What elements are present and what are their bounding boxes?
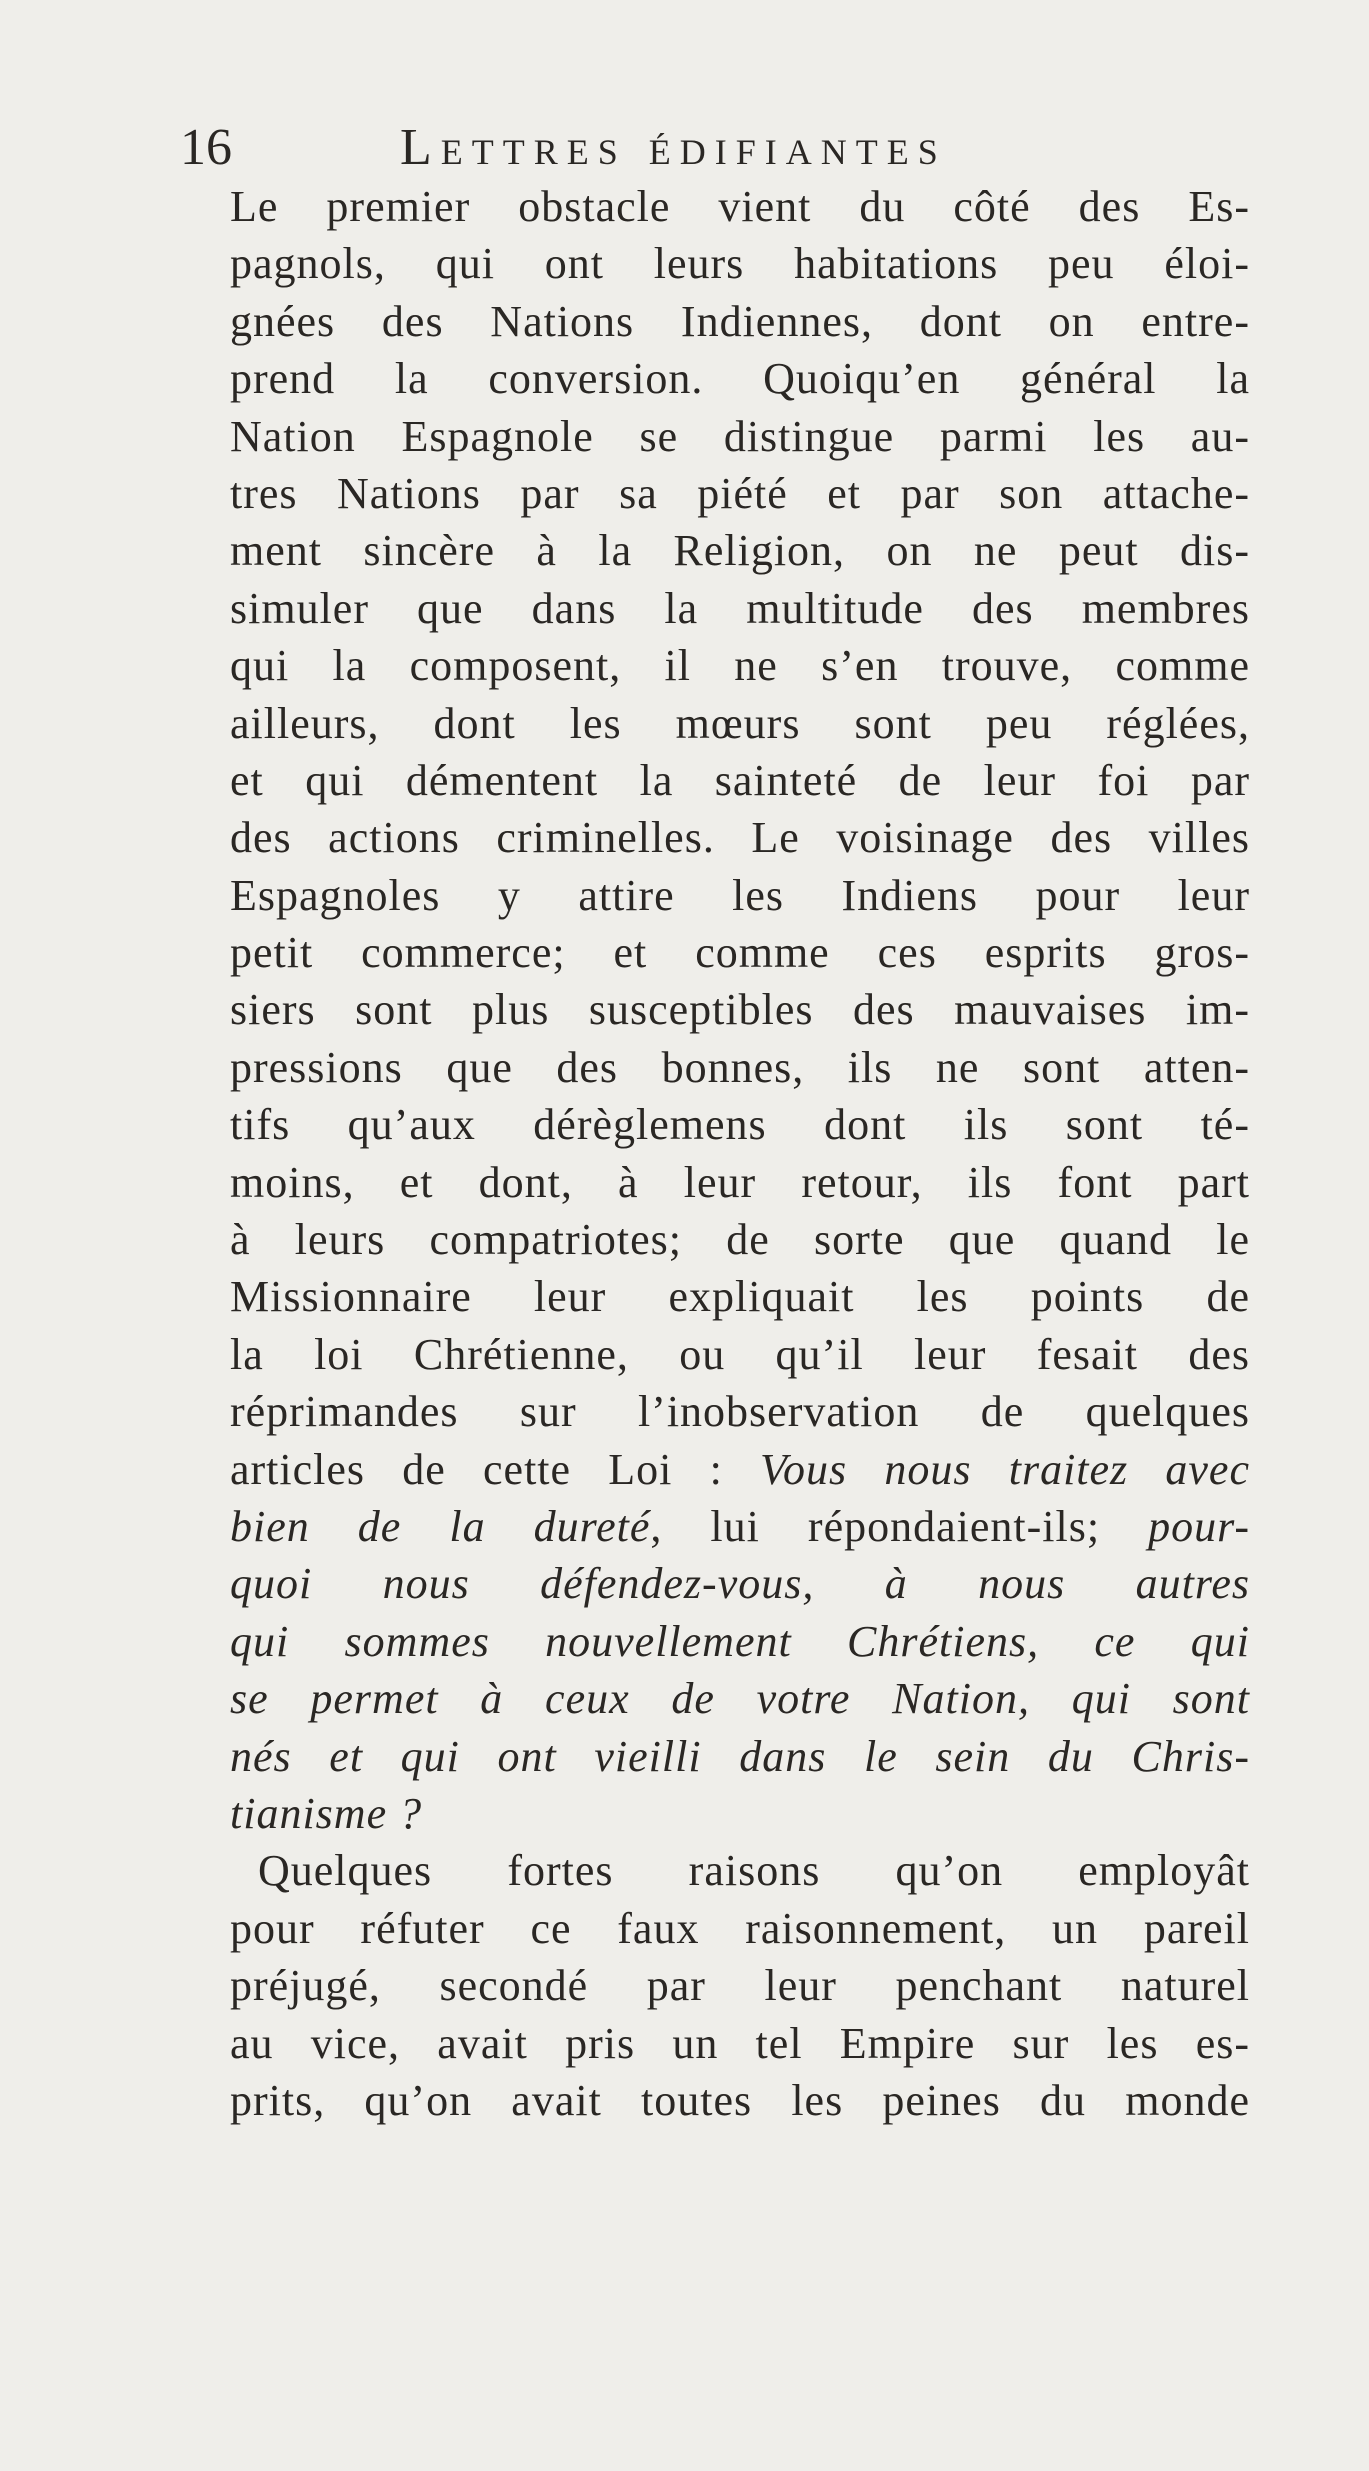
text-segment: petit commerce; et comme ces esprits gros-: [230, 928, 1250, 978]
text-line: [230, 2072, 1250, 2129]
italic-text: tianisme ?: [230, 1788, 423, 1838]
text-line: [230, 1039, 1250, 1096]
text-line: [230, 637, 1250, 694]
text-line: [230, 1154, 1250, 1211]
italic-text: nés et qui ont vieilli dans le sein du Chris-: [230, 1731, 1250, 1781]
text-line: [230, 1957, 1250, 2014]
text-segment: des actions criminelles. Le voisinage des villes: [230, 813, 1250, 863]
text-line: [230, 1268, 1250, 1325]
text-line: [230, 1613, 1250, 1670]
text-line: [230, 695, 1250, 752]
text-line: [230, 178, 1250, 235]
text-segment: moins, et dont, à leur retour, ils font part: [230, 1157, 1250, 1207]
text-segment: préjugé, secondé par leur penchant naturel: [230, 1961, 1250, 2011]
text-line: [230, 1383, 1250, 1440]
text-line: [230, 867, 1250, 924]
text-line: [230, 1326, 1250, 1383]
text-segment: pour réfuter ce faux raisonnement, un pareil: [230, 1903, 1250, 1953]
text-line: [230, 1728, 1250, 1785]
text-segment: ment sincère à la Religion, on ne peut dis-: [230, 526, 1250, 576]
text-line: [230, 1785, 1250, 1842]
text-segment: Nation Espagnole se distingue parmi les au-: [230, 411, 1250, 461]
text-line: [230, 809, 1250, 866]
text-segment: Quelques fortes raisons qu’on employât: [258, 1846, 1250, 1896]
text-segment: réprimandes sur l’inobservation de quelques: [230, 1387, 1250, 1437]
text-segment: simuler que dans la multitude des membres: [230, 583, 1250, 633]
text-segment: articles de cette Loi :: [230, 1444, 761, 1494]
text-line: [230, 752, 1250, 809]
text-segment: et qui démentent la sainteté de leur foi par: [230, 755, 1250, 805]
text-line: [230, 1900, 1250, 1957]
text-line: [230, 1842, 1250, 1899]
text-line: [230, 408, 1250, 465]
text-line: [230, 1498, 1250, 1555]
italic-text: se permet à ceux de votre Nation, qui sont: [230, 1674, 1250, 1724]
text-segment: qui la composent, il ne s’en trouve, comme: [230, 641, 1250, 691]
text-line: [230, 1211, 1250, 1268]
text-segment: prend la conversion. Quoiqu’en général la: [230, 354, 1250, 404]
text-segment: tres Nations par sa piété et par son attache-: [230, 468, 1250, 518]
text-segment: au vice, avait pris un tel Empire sur les es-: [230, 2018, 1250, 2068]
italic-text: quoi nous défendez-vous, à nous autres: [230, 1559, 1250, 1609]
text-line: [230, 924, 1250, 981]
text-line: [230, 522, 1250, 579]
running-title: Lettres édifiantes: [400, 119, 947, 176]
text-segment: ailleurs, dont les mœurs sont peu réglées,: [230, 698, 1250, 748]
text-segment: tifs qu’aux dérèglemens dont ils sont té-: [230, 1100, 1250, 1150]
text-line: [230, 2015, 1250, 2072]
text-line: [230, 235, 1250, 292]
text-line: [230, 293, 1250, 350]
text-segment: prits, qu’on avait toutes les peines du monde: [230, 2075, 1250, 2125]
page-number: 16: [180, 119, 232, 176]
italic-text: qui sommes nouvellement Chrétiens, ce qui: [230, 1616, 1250, 1666]
italic-text: bien de la dureté: [230, 1501, 651, 1551]
text-segment: Espagnoles y attire les Indiens pour leur: [230, 870, 1250, 920]
text-segment: gnées des Nations Indiennes, dont on entre-: [230, 296, 1250, 346]
text-line: [230, 580, 1250, 637]
text-line: [230, 1670, 1250, 1727]
text-line: [230, 1441, 1250, 1498]
text-segment: siers sont plus susceptibles des mauvaises im-: [230, 985, 1250, 1035]
italic-text: pour-: [1148, 1501, 1250, 1551]
text-line: [230, 981, 1250, 1038]
text-segment: à leurs compatriotes; de sorte que quand le: [230, 1215, 1250, 1265]
body-text: [230, 178, 1250, 2129]
text-line: [230, 1555, 1250, 1612]
text-segment: Le premier obstacle vient du côté des Es-: [230, 182, 1250, 231]
text-line: [230, 465, 1250, 522]
text-line: [230, 350, 1250, 407]
text-segment: , lui répondaient-ils;: [650, 1501, 1149, 1551]
text-segment: la loi Chrétienne, ou qu’il leur fesait des: [230, 1329, 1250, 1379]
text-segment: pressions que des bonnes, ils ne sont atten-: [230, 1042, 1250, 1092]
text-segment: pagnols, qui ont leurs habitations peu éloi-: [230, 239, 1250, 289]
italic-text: Vous nous traitez avec: [760, 1444, 1250, 1494]
text-line: [230, 1096, 1250, 1153]
text-segment: Missionnaire leur expliquait les points de: [230, 1272, 1250, 1322]
